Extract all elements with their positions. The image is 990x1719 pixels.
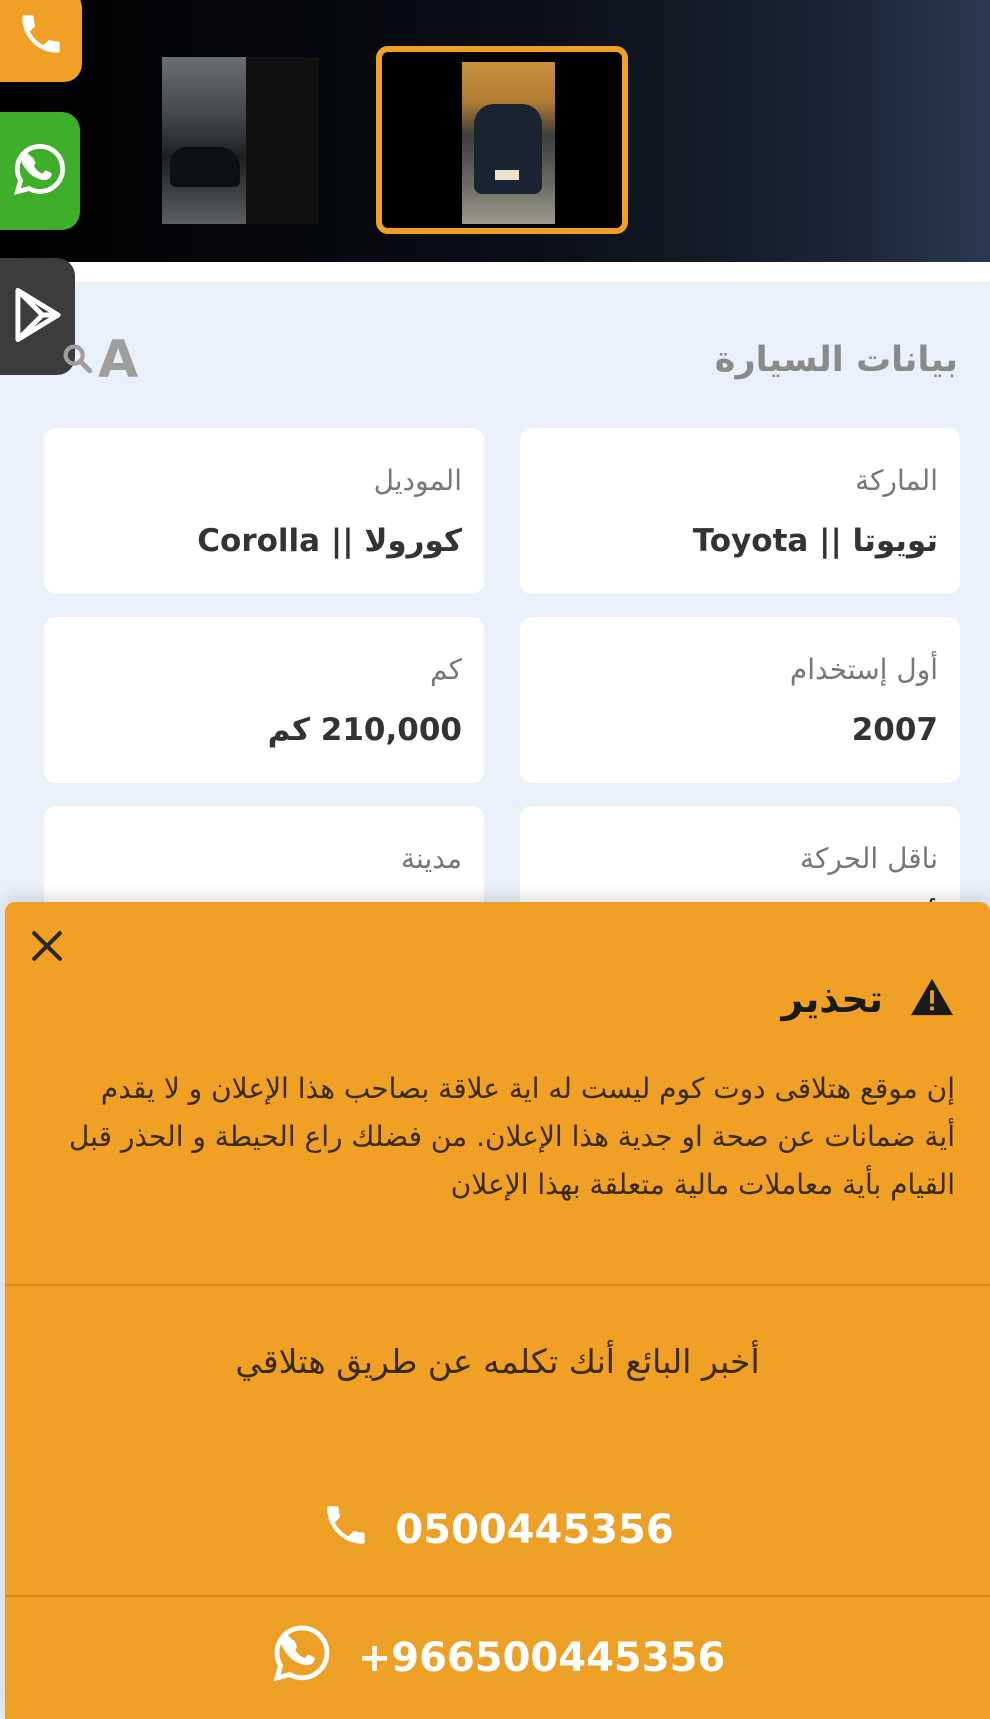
tell-seller-text: أخبر البائع أنك تكلمه عن طريق هتلاقي [235,1342,760,1381]
field-label: الموديل [373,464,462,497]
search-icon[interactable] [60,341,94,379]
field-card-brand [520,428,960,594]
gallery-edge [0,262,990,282]
car-shape [170,147,240,187]
field-value: 210,000 كم [267,712,462,748]
field-card-first-use [520,617,960,783]
field-label: الماركة [855,464,938,497]
section-title: بيانات السيارة [714,340,958,380]
field-label: أول إستخدام [789,653,938,686]
warning-sheet [5,902,990,1719]
field-label: ناقل الحركة [800,842,938,875]
phone-number: 0500445356 [395,1506,674,1553]
phone-icon [321,1500,371,1560]
close-icon [25,953,69,972]
gallery-thumbnail-selected[interactable] [376,46,628,234]
field-label: مدينة [401,842,462,875]
warning-header [781,977,955,1021]
field-card-mileage [44,617,484,783]
whatsapp-icon [11,140,69,202]
field-card-model [44,428,484,594]
text-tools [60,330,138,390]
whatsapp-number: +966500445356 [357,1635,726,1681]
warning-text: إن موقع هتلاقى دوت كوم ليست له اية علاقة بصاحب هذا الإعلان و لا يقدم أية ضمانات عن صحة او جدية هذا الإعلان. من فضلك راع الحيطة و الحذر قبل القيام بأية معاملات مالية متعلقة بهذا الإعلان [68,1072,955,1201]
phone-icon [16,9,66,63]
warning-icon [909,977,955,1021]
car-shape [474,104,542,194]
car-photo [162,57,246,224]
font-size-button[interactable]: A [98,330,139,390]
whatsapp-fab-button[interactable] [0,112,80,230]
field-label: كم [430,653,462,686]
warning-title: تحذير [781,977,883,1021]
whatsapp-button[interactable] [5,1597,990,1719]
field-value: 2007 [851,712,938,748]
field-value: تويوتا || Toyota [692,523,938,559]
gallery-thumbnail[interactable] [162,57,319,224]
close-button[interactable] [25,924,69,968]
whatsapp-icon [270,1621,334,1695]
license-plate [495,170,519,180]
image-gallery [0,0,990,266]
call-fab-button[interactable] [0,0,82,82]
field-value: كورولا || Corolla [197,523,462,559]
divider [5,1284,990,1286]
play-store-icon [11,286,65,348]
call-phone-button[interactable] [5,1464,990,1595]
